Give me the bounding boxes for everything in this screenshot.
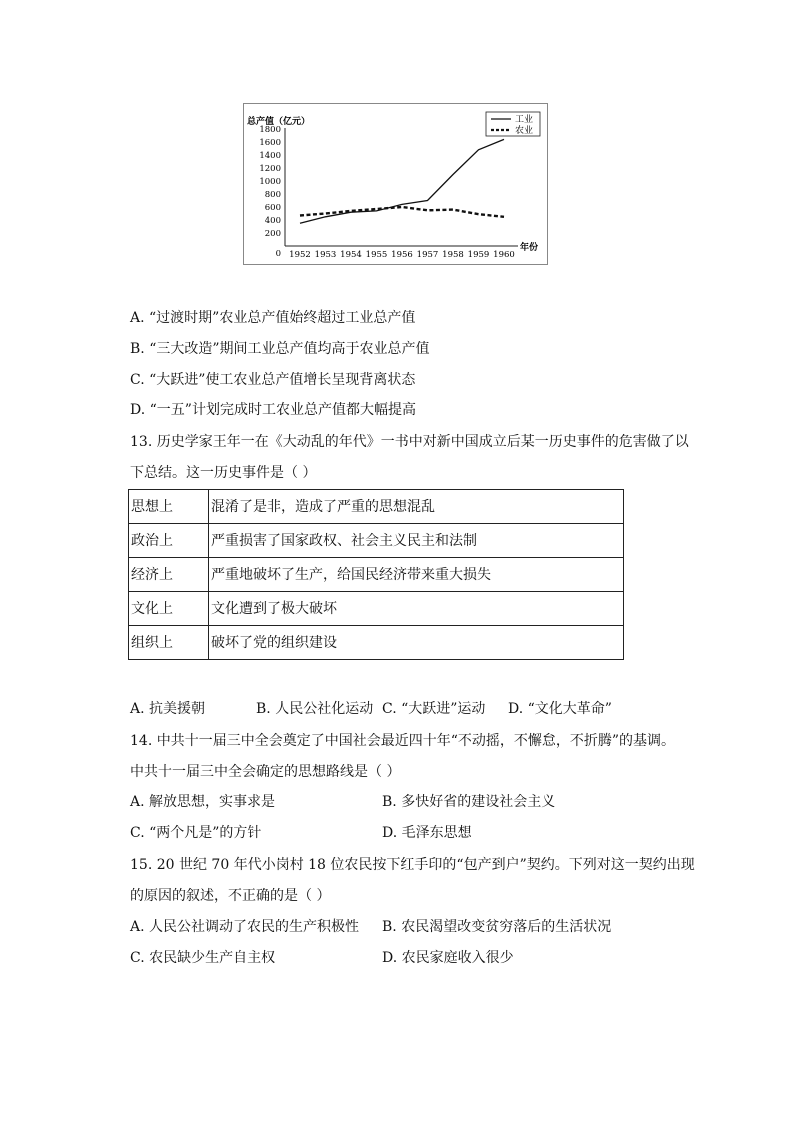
y-tick-label: 200 bbox=[264, 229, 281, 239]
y-tick-label: 400 bbox=[264, 216, 281, 226]
q12-option-c[interactable]: C. “大跃进”使工农业总产值增长呈现背离状态 bbox=[130, 372, 416, 388]
table-cell-harm: 文化遭到了极大破坏 bbox=[209, 592, 624, 626]
table-cell-harm: 严重地破坏了生产，给国民经济带来重大损失 bbox=[209, 558, 624, 592]
q15-stem-line2: 的原因的叙述，不正确的是（ ） bbox=[130, 888, 331, 904]
y-tick-label: 600 bbox=[264, 203, 281, 213]
q13-option-a[interactable]: A. 抗美援朝 bbox=[130, 701, 206, 717]
x-tick-labels bbox=[289, 250, 515, 260]
q13-option-d[interactable]: D. “文化大革命” bbox=[508, 701, 612, 717]
q13-option-b[interactable]: B. 人民公社化运动 bbox=[256, 701, 374, 717]
table-row bbox=[129, 626, 624, 660]
q15-option-d[interactable]: D. 农民家庭收入很少 bbox=[382, 950, 514, 966]
x-tick-label: 1960 bbox=[493, 250, 515, 260]
q15-option-c[interactable]: C. 农民缺少生产自主权 bbox=[130, 950, 276, 966]
q12-option-b[interactable]: B. “三大改造”期间工业总产值均高于农业总产值 bbox=[130, 341, 430, 357]
y-tick-label: 1400 bbox=[259, 151, 281, 161]
q12-option-a[interactable]: A. “过渡时期”农业总产值始终超过工业总产值 bbox=[130, 310, 416, 326]
q15-stem-line1: 15. 20 世纪 70 年代小岗村 18 位农民按下红手印的“包产到户”契约。下列对这一契约出现 bbox=[130, 857, 695, 873]
legend-label-agriculture: 农业 bbox=[515, 126, 534, 136]
table-cell-harm: 混淆了是非，造成了严重的思想混乱 bbox=[209, 490, 624, 524]
q13-option-c[interactable]: C. “大跃进”运动 bbox=[382, 701, 486, 717]
x-axis-label: 年份 bbox=[520, 243, 539, 253]
q15-option-a[interactable]: A. 人民公社调动了农民的生产积极性 bbox=[130, 919, 360, 935]
x-tick-label: 1958 bbox=[442, 250, 464, 260]
y-tick-label: 1200 bbox=[259, 164, 281, 174]
q14-option-c[interactable]: C. “两个凡是”的方针 bbox=[130, 825, 262, 841]
table-cell-aspect: 政治上 bbox=[129, 524, 209, 558]
table-cell-harm: 破坏了党的组织建设 bbox=[209, 626, 624, 660]
table-cell-harm: 严重损害了国家政权、社会主义民主和法制 bbox=[209, 524, 624, 558]
line-chart bbox=[243, 103, 548, 265]
legend-label-industry: 工业 bbox=[515, 115, 534, 125]
y-tick-label: 800 bbox=[264, 190, 281, 200]
x-tick-label: 1959 bbox=[467, 250, 490, 260]
x-tick-label: 1955 bbox=[365, 250, 388, 260]
x-tick-label: 1956 bbox=[391, 250, 413, 260]
q13-table bbox=[128, 489, 624, 660]
q12-option-d[interactable]: D. “一五”计划完成时工农业总产值都大幅提高 bbox=[130, 402, 416, 418]
table-row bbox=[129, 524, 624, 558]
series-line-industry bbox=[300, 139, 504, 223]
table-cell-aspect: 组织上 bbox=[129, 626, 209, 660]
x-tick-label: 1957 bbox=[416, 250, 439, 260]
x-tick-label: 1952 bbox=[289, 250, 311, 260]
table-row bbox=[129, 558, 624, 592]
q14-stem-line2: 中共十一届三中全会确定的思想路线是（ ） bbox=[130, 764, 401, 780]
x-tick-label: 1953 bbox=[314, 250, 337, 260]
table-cell-aspect: 文化上 bbox=[129, 592, 209, 626]
y-tick-label: 1600 bbox=[259, 138, 281, 148]
y-axis-label: 总产值（亿元） bbox=[247, 117, 311, 127]
table-row bbox=[129, 592, 624, 626]
q14-option-b[interactable]: B. 多快好省的建设社会主义 bbox=[382, 794, 556, 810]
series-lines bbox=[300, 139, 504, 223]
q14-stem-line1: 14. 中共十一届三中全会奠定了中国社会最近四十年“不动摇，不懈怠，不折腾”的基调。 bbox=[130, 733, 676, 749]
q14-option-a[interactable]: A. 解放思想，实事求是 bbox=[130, 794, 276, 810]
y-tick-labels bbox=[259, 125, 281, 259]
q15-option-b[interactable]: B. 农民渴望改变贫穷落后的生活状况 bbox=[382, 919, 612, 935]
table-cell-aspect: 思想上 bbox=[129, 490, 209, 524]
y-tick-label: 1000 bbox=[259, 177, 281, 187]
y-tick-label: 0 bbox=[275, 249, 281, 259]
chart-svg bbox=[244, 104, 547, 264]
q13-stem-line1: 13. 历史学家王年一在《大动乱的年代》一书中对新中国成立后某一历史事件的危害做了以 bbox=[130, 434, 689, 450]
table-cell-aspect: 经济上 bbox=[129, 558, 209, 592]
table-row bbox=[129, 490, 624, 524]
x-tick-label: 1954 bbox=[340, 250, 362, 260]
q14-option-d[interactable]: D. 毛泽东思想 bbox=[382, 825, 472, 841]
y-tick-label: 1800 bbox=[259, 125, 281, 135]
q13-stem-line2: 下总结。这一历史事件是（ ） bbox=[130, 465, 317, 481]
